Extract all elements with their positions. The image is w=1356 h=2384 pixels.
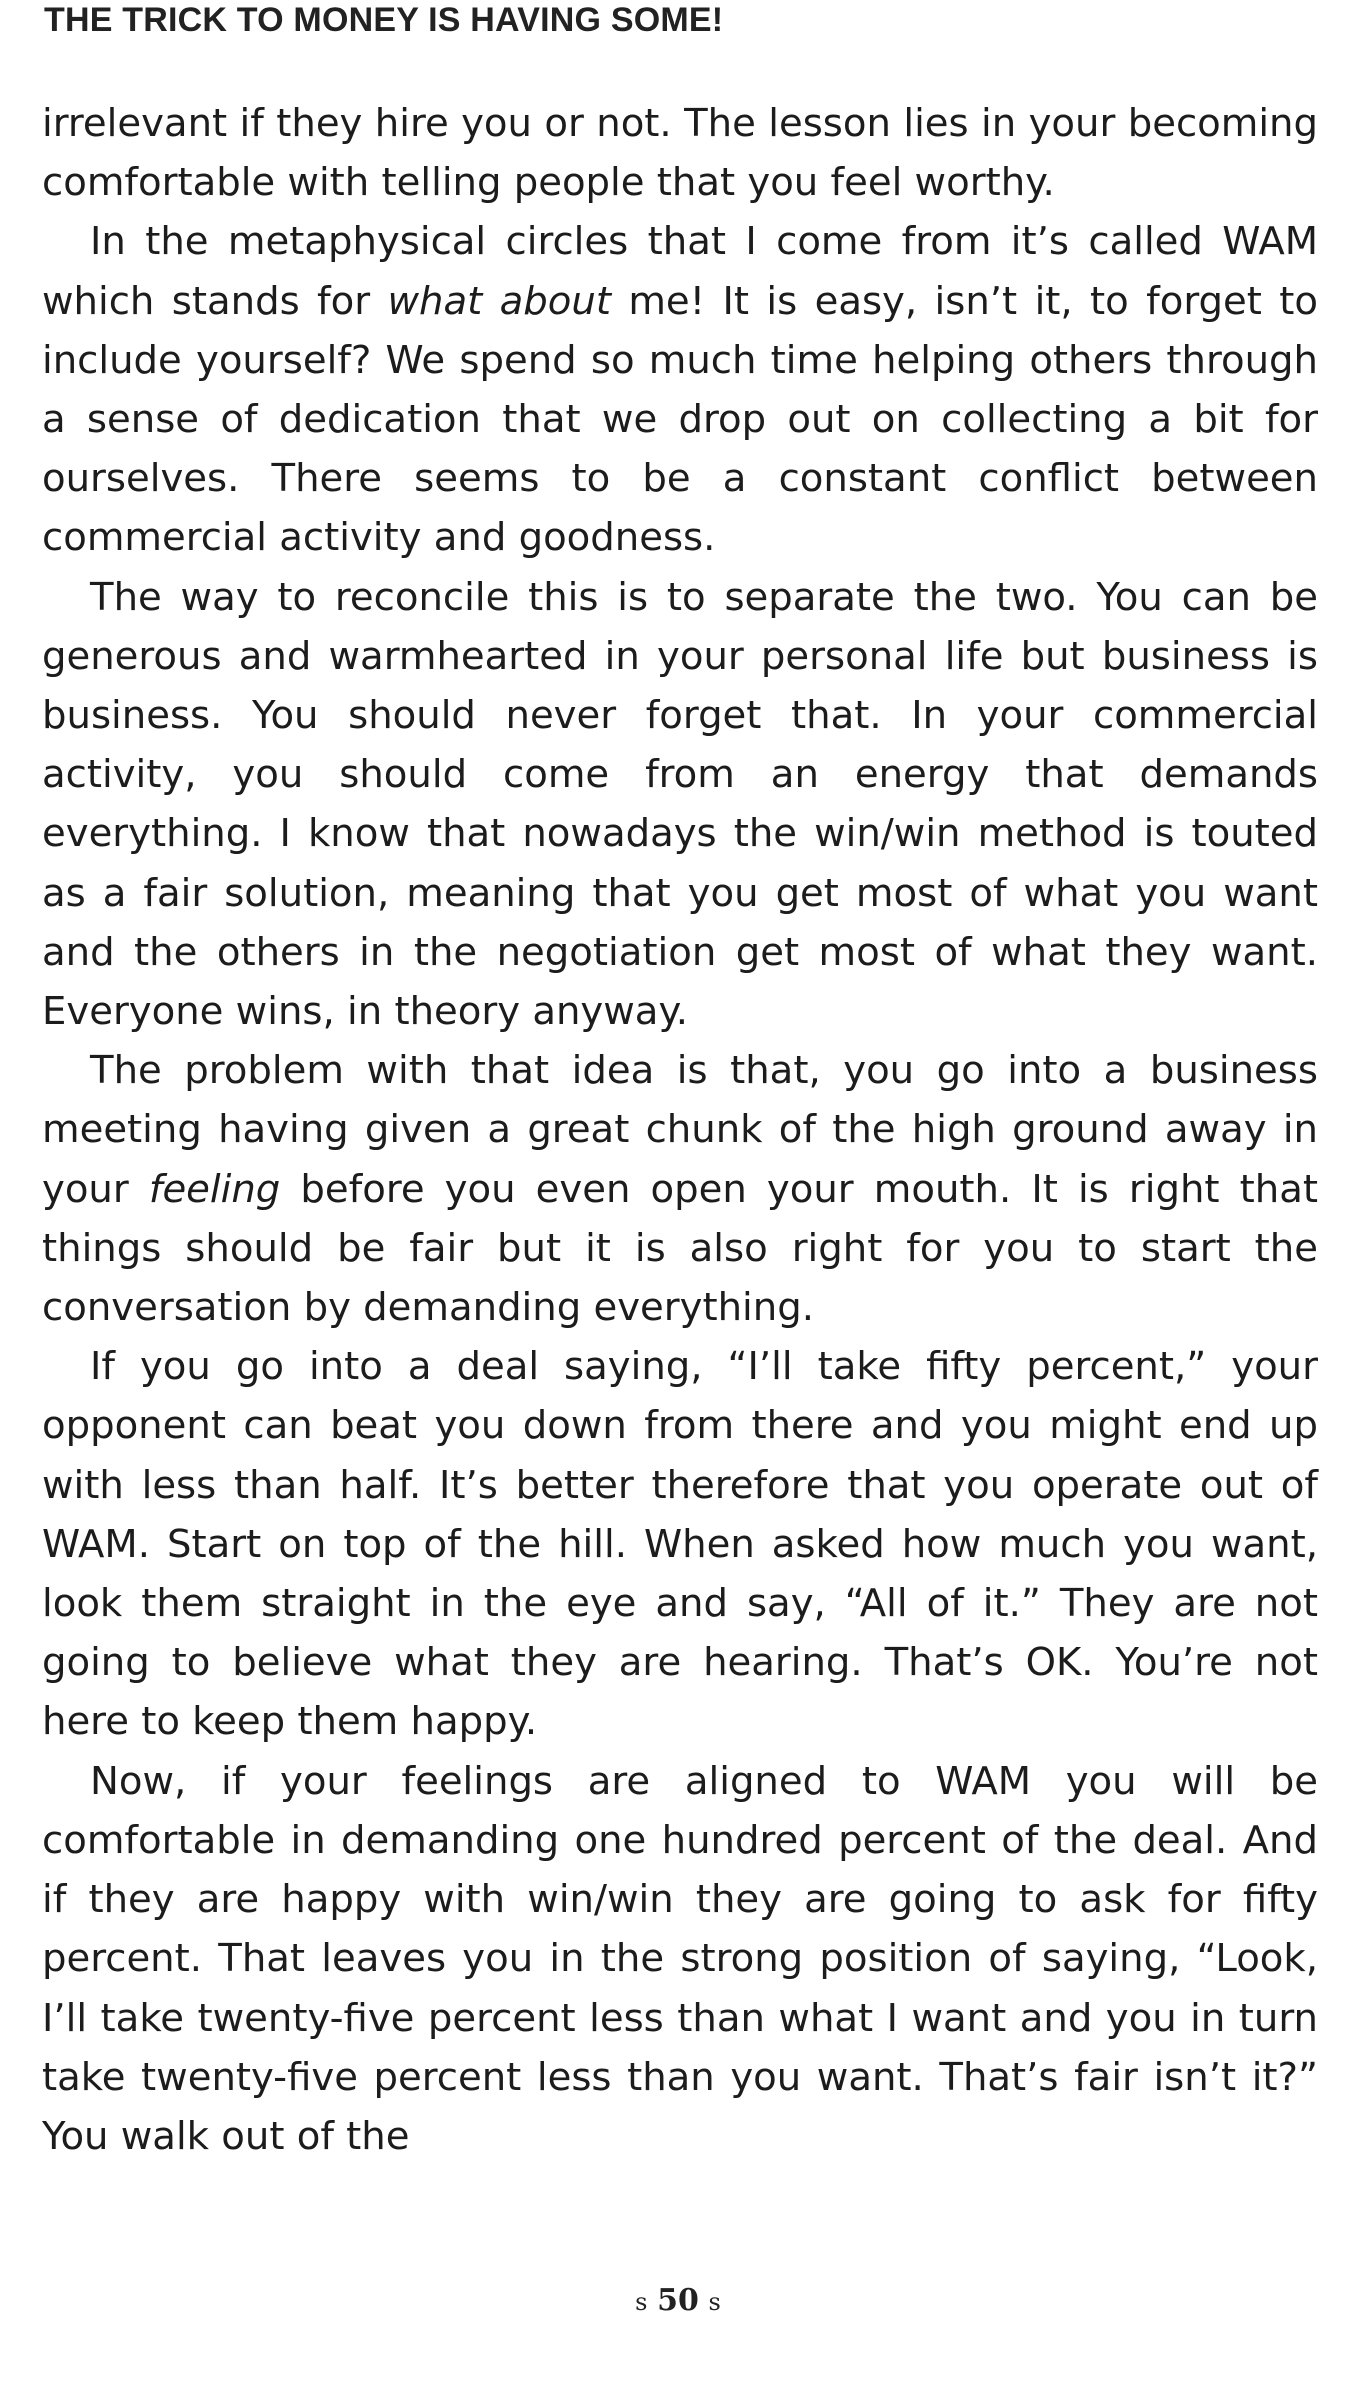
paragraph [42, 1337, 1318, 1751]
paragraph [42, 1041, 1318, 1337]
text-run: before you even open your mouth. It is right that things should be fair but it is also right for you to start the conversation by demanding everything. [42, 1166, 1318, 1331]
running-head: THE TRICK TO MONEY IS HAVING SOME! [44, 1, 724, 39]
paragraph [42, 1752, 1318, 2166]
paragraph [42, 568, 1318, 1042]
page-number [0, 2285, 1356, 2318]
body-text [42, 94, 1318, 2166]
paragraph-continued [42, 94, 1318, 212]
folio-number: 50 [657, 2283, 699, 2318]
text-run: The problem with that idea is that, you go into a business meeting having given a great chunk of the high ground away in your [42, 1048, 1318, 1212]
text-run: If you go into a deal saying, “I’ll take fifty percent,” your opponent can beat you down from there and you might end up with less than half. It’s better therefore that you operate out of WAM. Start on top of the hill. When asked how much you want, look them straight in the eye and say, “All of it.” They are not going to believe what they are hearing. That’s OK. You’re not here to keep them happy. [42, 1344, 1318, 1745]
folio-left-ornament: s [635, 2288, 648, 2316]
text-run: Now, if your feelings are aligned to WAM you will be comfortable in demanding one hundred percent of the deal. And if they are happy with win/win they are going to ask for fifty percent. That leaves you in the strong position of saying, “Look, I’ll take twenty-five percent less than what I want and you in turn take twenty-five percent less than you want. That’s fair isn’t it?” You walk out of the [42, 1758, 1318, 2159]
paragraph [42, 212, 1318, 567]
text-run: The way to reconcile this is to separate the two. You can be generous and warmhearted in your personal life but business is business. You should never forget that. In your commercial activity, you should come from an energy that demands everything. I know that nowadays the win/win method is touted as a fair solution, meaning that you get most of what you want and the others in the negotiation get most of what they want. Everyone wins, in theory anyway. [42, 574, 1318, 1035]
italic-phrase: what about [387, 278, 611, 324]
italic-phrase: feeling [148, 1166, 281, 1212]
text-run: me! It is easy, isn’t it, to forget to include yourself? We spend so much time helping others through a sense of dedication that we drop out on collecting a bit for ourselves. There seems to be a constant conflict between commercial activity and goodness. [42, 278, 1318, 561]
folio-right-ornament: s [708, 2288, 721, 2316]
text-run: In the metaphysical circles that I come from it’s called WAM which stands for [42, 219, 1318, 324]
text-run: irrelevant if they hire you or not. The lesson lies in your becoming comfortable with telling people that you feel worthy. [42, 101, 1318, 206]
